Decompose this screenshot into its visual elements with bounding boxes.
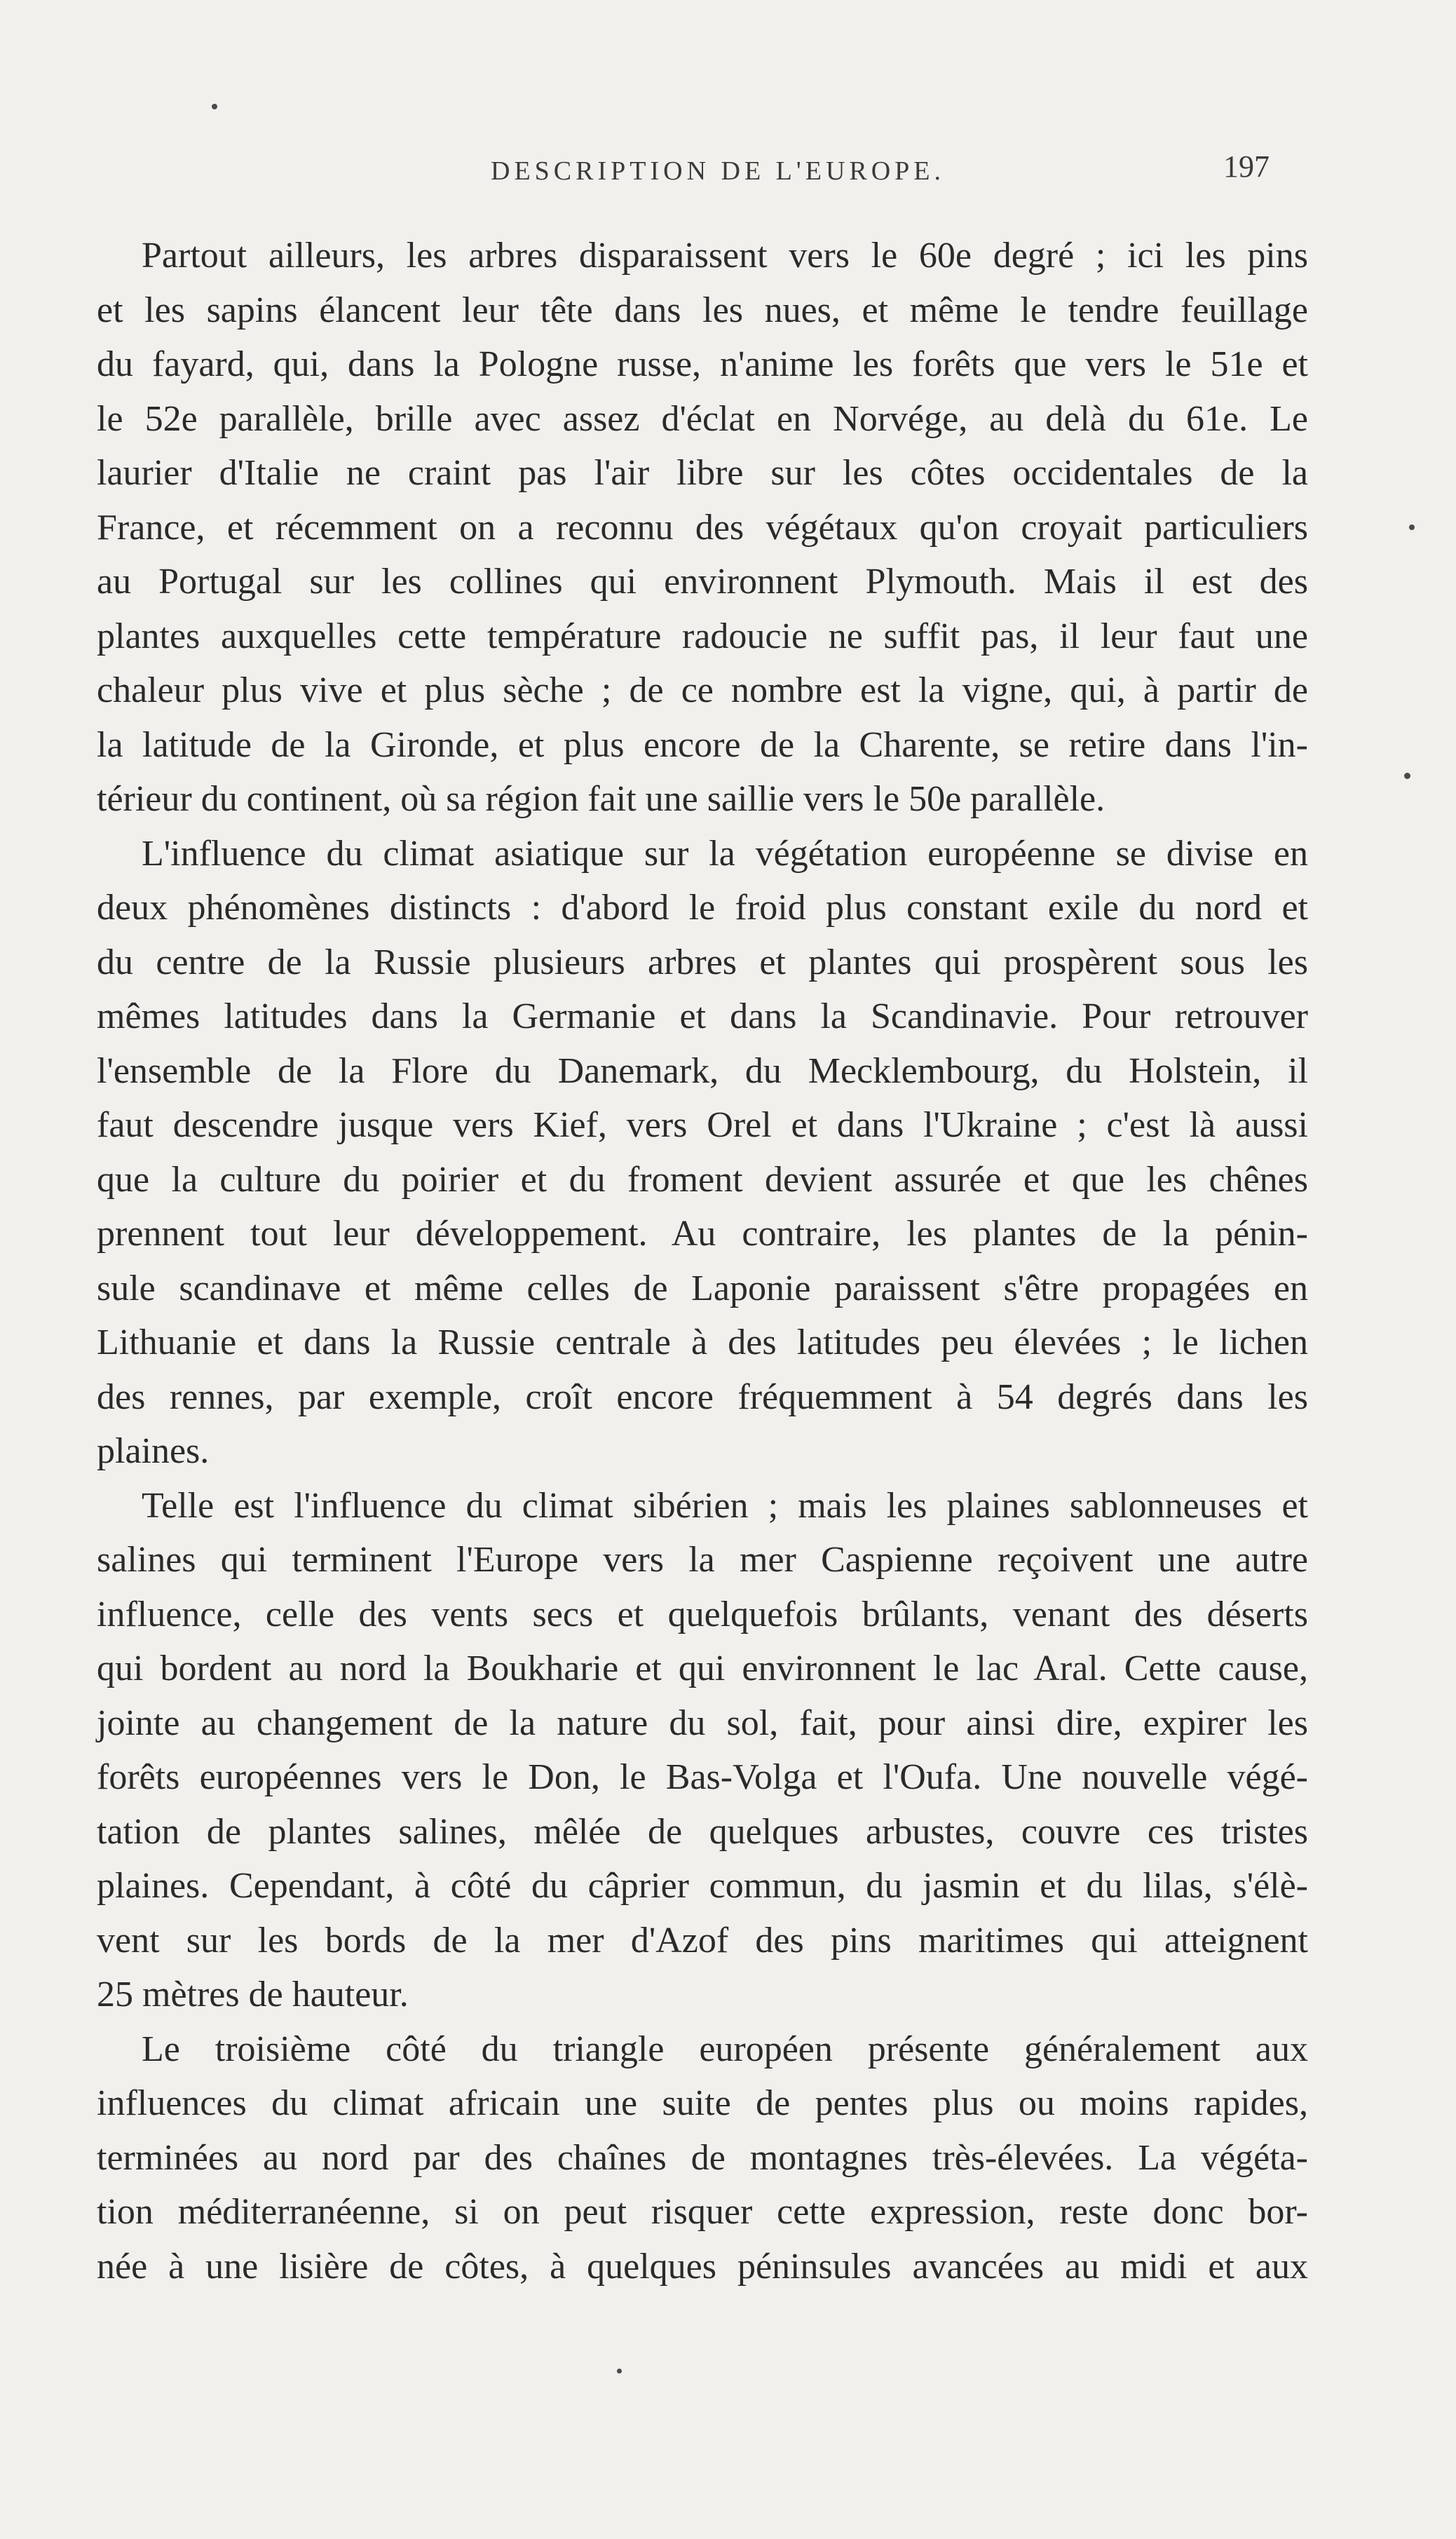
text-line: laurier d'Italie ne craint pas l'air libre sur les côtes occidentales de la	[97, 453, 1308, 493]
text-line: tation de plantes salines, mêlée de quelques arbustes, couvre ces tristes	[97, 1811, 1308, 1852]
text-line: le 52e parallèle, brille avec assez d'éclat en Norvége, au delà du 61e. Le	[97, 398, 1308, 439]
text-line: née à une lisière de côtes, à quelques péninsules avancées au midi et aux	[97, 2246, 1308, 2287]
text-line: terminées au nord par des chaînes de montagnes très-élevées. La végéta-	[97, 2137, 1308, 2178]
text-line: influences du climat africain une suite de pentes plus ou moins rapides,	[97, 2083, 1308, 2123]
text-line: vent sur les bords de la mer d'Azof des pins maritimes qui atteignent	[97, 1920, 1308, 1961]
text-line: du fayard, qui, dans la Pologne russe, n'anime les forêts que vers le 51e et	[97, 344, 1308, 384]
text-line: deux phénomènes distincts : d'abord le froid plus constant exile du nord et	[97, 888, 1308, 928]
text-line: 25 mètres de hauteur.	[97, 1975, 409, 2015]
text-line: Telle est l'influence du climat sibérien ; mais les plaines sablonneuses et	[142, 1485, 1308, 1526]
text-line: des rennes, par exemple, croît encore fréquemment à 54 degrés dans les	[97, 1376, 1308, 1417]
text-line: Le troisième côté du triangle européen présente généralement aux	[142, 2029, 1308, 2069]
text-line: jointe au changement de la nature du sol, fait, pour ainsi dire, expirer les	[97, 1702, 1308, 1743]
text-line: mêmes latitudes dans la Germanie et dans la Scandinavie. Pour retrouver	[97, 996, 1308, 1036]
text-line: tion méditerranéenne, si on peut risquer cette expression, reste donc bor-	[97, 2192, 1308, 2232]
text-line: faut descendre jusque vers Kief, vers Orel et dans l'Ukraine ; c'est là aussi	[97, 1105, 1308, 1145]
paper-speck	[1404, 773, 1410, 779]
text-line: Lithuanie et dans la Russie centrale à des latitudes peu élevées ; le lichen	[97, 1322, 1308, 1362]
paper-speck	[212, 104, 217, 109]
text-line: l'ensemble de la Flore du Danemark, du Mecklembourg, du Holstein, il	[97, 1050, 1308, 1091]
text-line: influence, celle des vents secs et quelquefois brûlants, venant des déserts	[97, 1594, 1308, 1634]
text-line: L'influence du climat asiatique sur la végétation européenne se divise en	[142, 833, 1308, 874]
text-line: du centre de la Russie plusieurs arbres et plantes qui prospèrent sous les	[97, 942, 1308, 982]
text-line: plaines.	[97, 1431, 210, 1471]
text-line: au Portugal sur les collines qui environnent Plymouth. Mais il est des	[97, 562, 1308, 602]
paper-speck	[617, 2369, 622, 2374]
text-line: salines qui terminent l'Europe vers la mer Caspienne reçoivent une autre	[97, 1540, 1308, 1580]
text-line: chaleur plus vive et plus sèche ; de ce nombre est la vigne, qui, à partir de	[97, 670, 1308, 710]
text-line: Partout ailleurs, les arbres disparaissent vers le 60e degré ; ici les pins	[142, 236, 1308, 276]
text-line: forêts européennes vers le Don, le Bas-Volga et l'Oufa. Une nouvelle végé-	[97, 1757, 1308, 1797]
text-line: qui bordent au nord la Boukharie et qui environnent le lac Aral. Cette cause,	[97, 1648, 1308, 1688]
running-head: DESCRIPTION DE L'EUROPE.	[491, 156, 946, 186]
text-line: sule scandinave et même celles de Laponie paraissent s'être propagées en	[97, 1268, 1308, 1308]
body-text	[97, 229, 1308, 2294]
page-number: 197	[1223, 149, 1270, 184]
text-line: la latitude de la Gironde, et plus encore de la Charente, se retire dans l'in-	[97, 724, 1308, 765]
text-line: et les sapins élancent leur tête dans les nues, et même le tendre feuillage	[97, 290, 1308, 330]
text-line: que la culture du poirier et du froment devient assurée et que les chênes	[97, 1159, 1308, 1200]
text-line: plantes auxquelles cette température radoucie ne suffit pas, il leur faut une	[97, 616, 1308, 656]
text-line: prennent tout leur développement. Au contraire, les plantes de la pénin-	[97, 1214, 1308, 1254]
paper-speck	[1409, 524, 1415, 530]
text-line: France, et récemment on a reconnu des végétaux qu'on croyait particuliers	[97, 507, 1308, 548]
text-line: térieur du continent, où sa région fait une saillie vers le 50e parallèle.	[97, 779, 1105, 819]
text-line: plaines. Cependant, à côté du câprier commun, du jasmin et du lilas, s'élè-	[97, 1866, 1308, 1906]
